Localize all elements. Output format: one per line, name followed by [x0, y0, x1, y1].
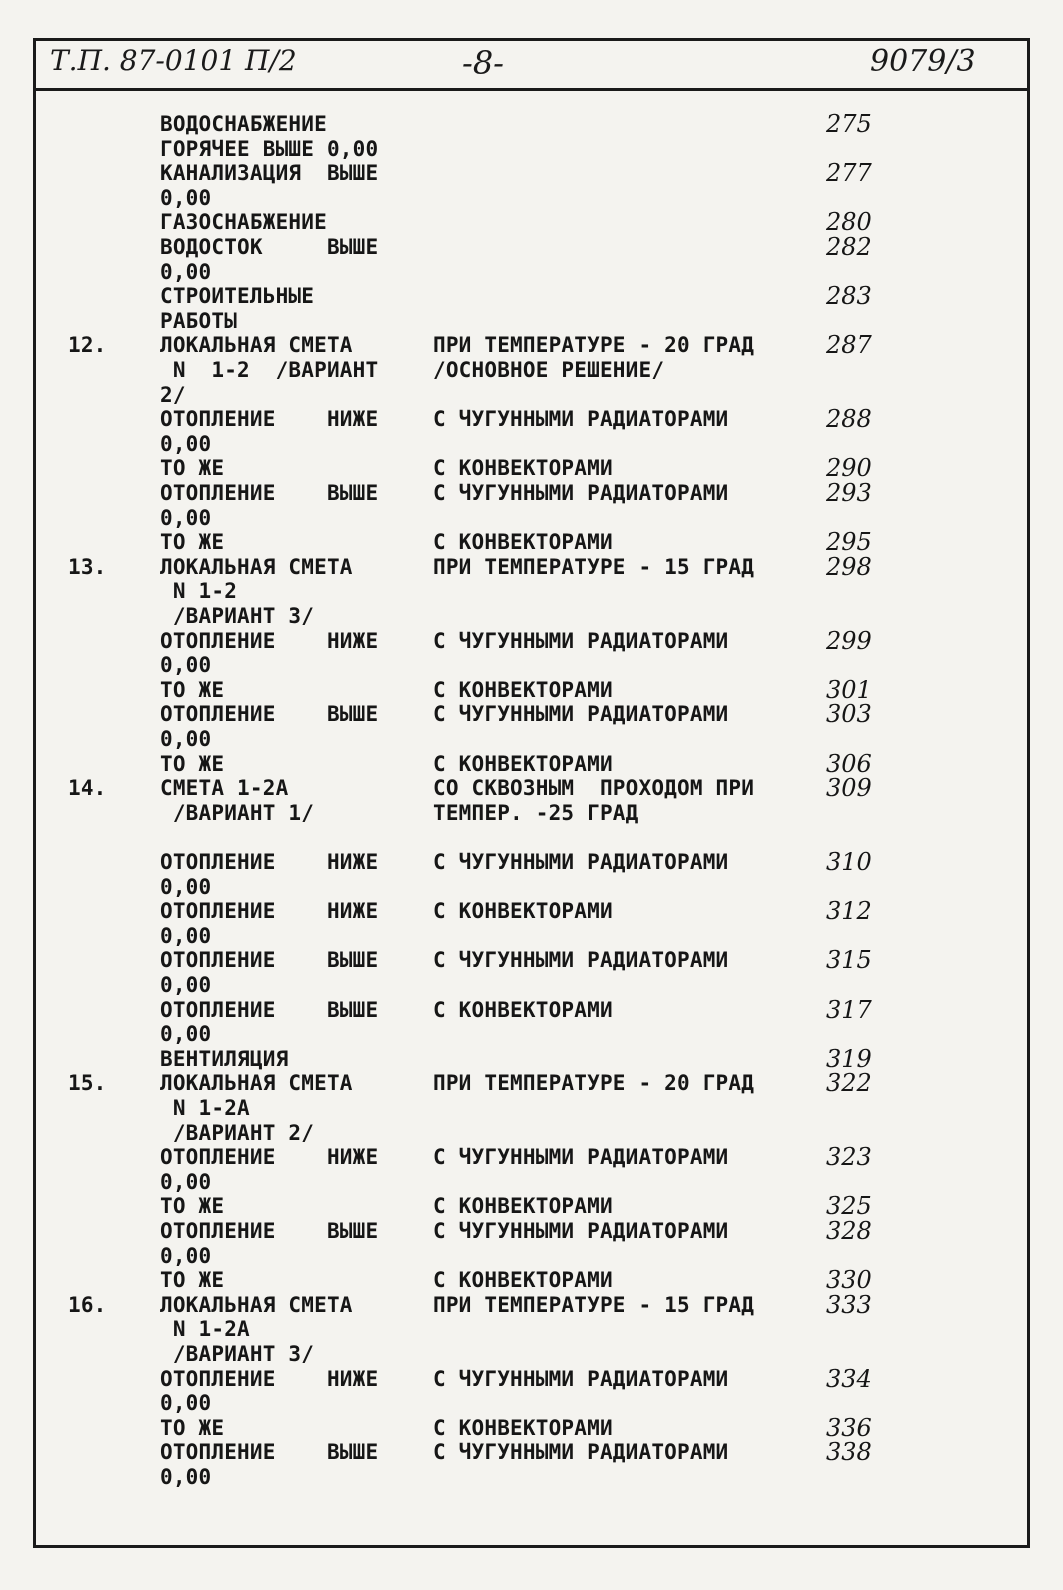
item-page-ref: 322: [826, 1069, 872, 1098]
item-description: СО СКВОЗНЫМ ПРОХОДОМ ПРИ: [433, 776, 755, 801]
item-title: ЛОКАЛЬНАЯ СМЕТА: [160, 554, 353, 579]
item-title: ОТОПЛЕНИЕ НИЖЕ: [160, 628, 379, 653]
item-page-ref: 290: [826, 454, 872, 483]
doc-code: Т.П. 87-0101 П/2: [50, 44, 297, 77]
item-title: ВЕНТИЛЯЦИЯ: [160, 1046, 289, 1071]
item-title: ОТОПЛЕНИЕ ВЫШЕ: [160, 1440, 379, 1465]
item-title: 0,00: [160, 259, 212, 284]
item-title: 0,00: [160, 1243, 212, 1268]
item-description: С ЧУГУННЫМИ РАДИАТОРАМИ: [433, 850, 729, 874]
item-title: ОТОПЛЕНИЕ ВЫШЕ: [160, 702, 379, 727]
item-title: КАНАЛИЗАЦИЯ ВЫШЕ: [160, 161, 379, 186]
item-title: ТО ЖЕ: [160, 1194, 225, 1219]
item-title: N 1-2А: [160, 1096, 250, 1120]
item-description: С ЧУГУННЫМИ РАДИАТОРАМИ: [433, 481, 729, 505]
item-description: С КОНВЕКТОРАМИ: [433, 997, 613, 1022]
item-description: ПРИ ТЕМПЕРАТУРЕ - 20 ГРАД: [433, 1071, 755, 1096]
item-title: ГАЗОСНАБЖЕНИЕ: [160, 210, 327, 235]
item-title: РАБОТЫ: [160, 308, 238, 333]
item-title: N 1-2 /ВАРИАНТ: [160, 358, 379, 382]
item-description: С ЧУГУННЫМИ РАДИАТОРАМИ: [433, 948, 729, 973]
item-page-ref: 282: [826, 233, 872, 261]
item-description: С КОНВЕКТОРАМИ: [433, 456, 613, 481]
item-page-ref: 288: [826, 405, 872, 434]
item-title: ОТОПЛЕНИЕ НИЖЕ: [160, 899, 379, 924]
item-number: 13.: [68, 554, 107, 579]
item-description: /ОСНОВНОЕ РЕШЕНИЕ/: [433, 358, 665, 382]
item-number: 15.: [68, 1071, 107, 1096]
item-title: 0,00: [160, 1022, 212, 1047]
item-description: С КОНВЕКТОРАМИ: [433, 1194, 613, 1219]
item-title: 0,00: [160, 1391, 212, 1416]
item-page-ref: 277: [826, 159, 872, 188]
item-description: С КОНВЕКТОРАМИ: [433, 1268, 613, 1293]
item-title: /ВАРИАНТ 1/: [160, 800, 315, 825]
item-page-ref: 299: [826, 626, 872, 655]
item-title: ТО ЖЕ: [160, 677, 225, 702]
item-page-ref: 283: [826, 282, 872, 311]
item-page-ref: 338: [826, 1438, 872, 1467]
item-page-ref: 298: [826, 552, 872, 581]
item-title: ОТОПЛЕНИЕ НИЖЕ: [160, 850, 379, 874]
item-page-ref: 295: [826, 528, 872, 557]
item-title: ВОДОСНАБЖЕНИЕ: [160, 112, 327, 136]
item-title: ЛОКАЛЬНАЯ СМЕТА: [160, 1071, 353, 1096]
item-number: 12.: [68, 333, 107, 358]
item-page-ref: 336: [826, 1413, 872, 1442]
item-title: /ВАРИАНТ 3/: [160, 604, 315, 628]
item-title: 0,00: [160, 923, 212, 948]
item-title: ТО ЖЕ: [160, 1268, 225, 1293]
item-title: ОТОПЛЕНИЕ НИЖЕ: [160, 1366, 379, 1391]
item-page-ref: 333: [826, 1290, 872, 1319]
item-page-ref: 328: [826, 1217, 872, 1245]
item-title: 0,00: [160, 653, 212, 678]
item-title: N 1-2: [160, 579, 238, 604]
item-title: ЛОКАЛЬНАЯ СМЕТА: [160, 333, 353, 358]
item-description: С ЧУГУННЫМИ РАДИАТОРАМИ: [433, 1440, 729, 1465]
item-title: ТО ЖЕ: [160, 456, 225, 481]
item-title: 0,00: [160, 505, 212, 530]
item-page-ref: 287: [826, 331, 872, 360]
item-title: ЛОКАЛЬНАЯ СМЕТА: [160, 1292, 353, 1317]
item-page-ref: 323: [826, 1143, 872, 1172]
item-description: ПРИ ТЕМПЕРАТУРЕ - 15 ГРАД: [433, 554, 755, 579]
item-page-ref: 309: [826, 774, 872, 803]
item-title: ОТОПЛЕНИЕ ВЫШЕ: [160, 997, 379, 1022]
item-description: С КОНВЕКТОРАМИ: [433, 751, 613, 776]
item-description: С ЧУГУННЫМИ РАДИАТОРАМИ: [433, 1145, 729, 1170]
item-description: С КОНВЕКТОРАМИ: [433, 677, 613, 702]
item-title: ОТОПЛЕНИЕ НИЖЕ: [160, 1145, 379, 1170]
item-title: 0,00: [160, 874, 212, 899]
item-title: 2/: [160, 382, 186, 407]
item-description: ТЕМПЕР. -25 ГРАД: [433, 800, 639, 825]
item-number: 16.: [68, 1292, 107, 1317]
item-title: N 1-2А: [160, 1317, 250, 1342]
item-description: ПРИ ТЕМПЕРАТУРЕ - 15 ГРАД: [433, 1292, 755, 1317]
item-title: 0,00: [160, 973, 212, 997]
item-description: С ЧУГУННЫМИ РАДИАТОРАМИ: [433, 628, 729, 653]
item-title: ТО ЖЕ: [160, 751, 225, 776]
item-description: С КОНВЕКТОРАМИ: [433, 899, 613, 924]
item-title: 0,00: [160, 1169, 212, 1194]
item-title: ТО ЖЕ: [160, 530, 225, 555]
item-page-ref: 315: [826, 946, 872, 975]
header-divider: [33, 88, 1030, 91]
item-page-ref: 280: [826, 208, 872, 237]
item-description: ПРИ ТЕМПЕРАТУРЕ - 20 ГРАД: [433, 333, 755, 358]
item-page-ref: 310: [826, 848, 872, 876]
item-title: 0,00: [160, 727, 212, 751]
item-description: С ЧУГУННЫМИ РАДИАТОРАМИ: [433, 702, 729, 727]
item-page-ref: 330: [826, 1266, 872, 1295]
item-title: 0,00: [160, 431, 212, 456]
item-title: /ВАРИАНТ 3/: [160, 1342, 315, 1366]
item-title: ОТОПЛЕНИЕ НИЖЕ: [160, 407, 379, 432]
item-title: СМЕТА 1-2А: [160, 776, 289, 801]
sheet-code: 9079/3: [870, 44, 976, 79]
item-page-ref: 319: [826, 1044, 872, 1073]
item-page-ref: 303: [826, 700, 872, 729]
item-description: С КОНВЕКТОРАМИ: [433, 1415, 613, 1440]
item-description: С ЧУГУННЫМИ РАДИАТОРАМИ: [433, 1366, 729, 1391]
item-page-ref: 301: [826, 675, 872, 704]
item-page-ref: 334: [826, 1364, 872, 1393]
item-title: СТРОИТЕЛЬНЫЕ: [160, 284, 315, 309]
item-page-ref: 293: [826, 479, 872, 507]
item-title: ВОДОСТОК ВЫШЕ: [160, 235, 379, 259]
item-title: ГОРЯЧЕЕ ВЫШЕ 0,00: [160, 136, 379, 161]
item-page-ref: 325: [826, 1192, 872, 1221]
item-title: ТО ЖЕ: [160, 1415, 225, 1440]
item-description: С ЧУГУННЫМИ РАДИАТОРАМИ: [433, 407, 729, 432]
item-page-ref: 306: [826, 749, 872, 778]
item-title: ОТОПЛЕНИЕ ВЫШЕ: [160, 481, 379, 505]
item-title: ОТОПЛЕНИЕ ВЫШЕ: [160, 948, 379, 973]
item-description: С КОНВЕКТОРАМИ: [433, 530, 613, 555]
page-number: -8-: [462, 44, 504, 82]
item-title: 0,00: [160, 185, 212, 210]
item-title: 0,00: [160, 1465, 212, 1489]
item-title: ОТОПЛЕНИЕ ВЫШЕ: [160, 1219, 379, 1243]
item-page-ref: 312: [826, 897, 872, 926]
item-page-ref: 275: [826, 110, 872, 138]
item-title: /ВАРИАНТ 2/: [160, 1120, 315, 1145]
item-number: 14.: [68, 776, 107, 801]
item-page-ref: 317: [826, 995, 872, 1024]
item-description: С ЧУГУННЫМИ РАДИАТОРАМИ: [433, 1219, 729, 1243]
